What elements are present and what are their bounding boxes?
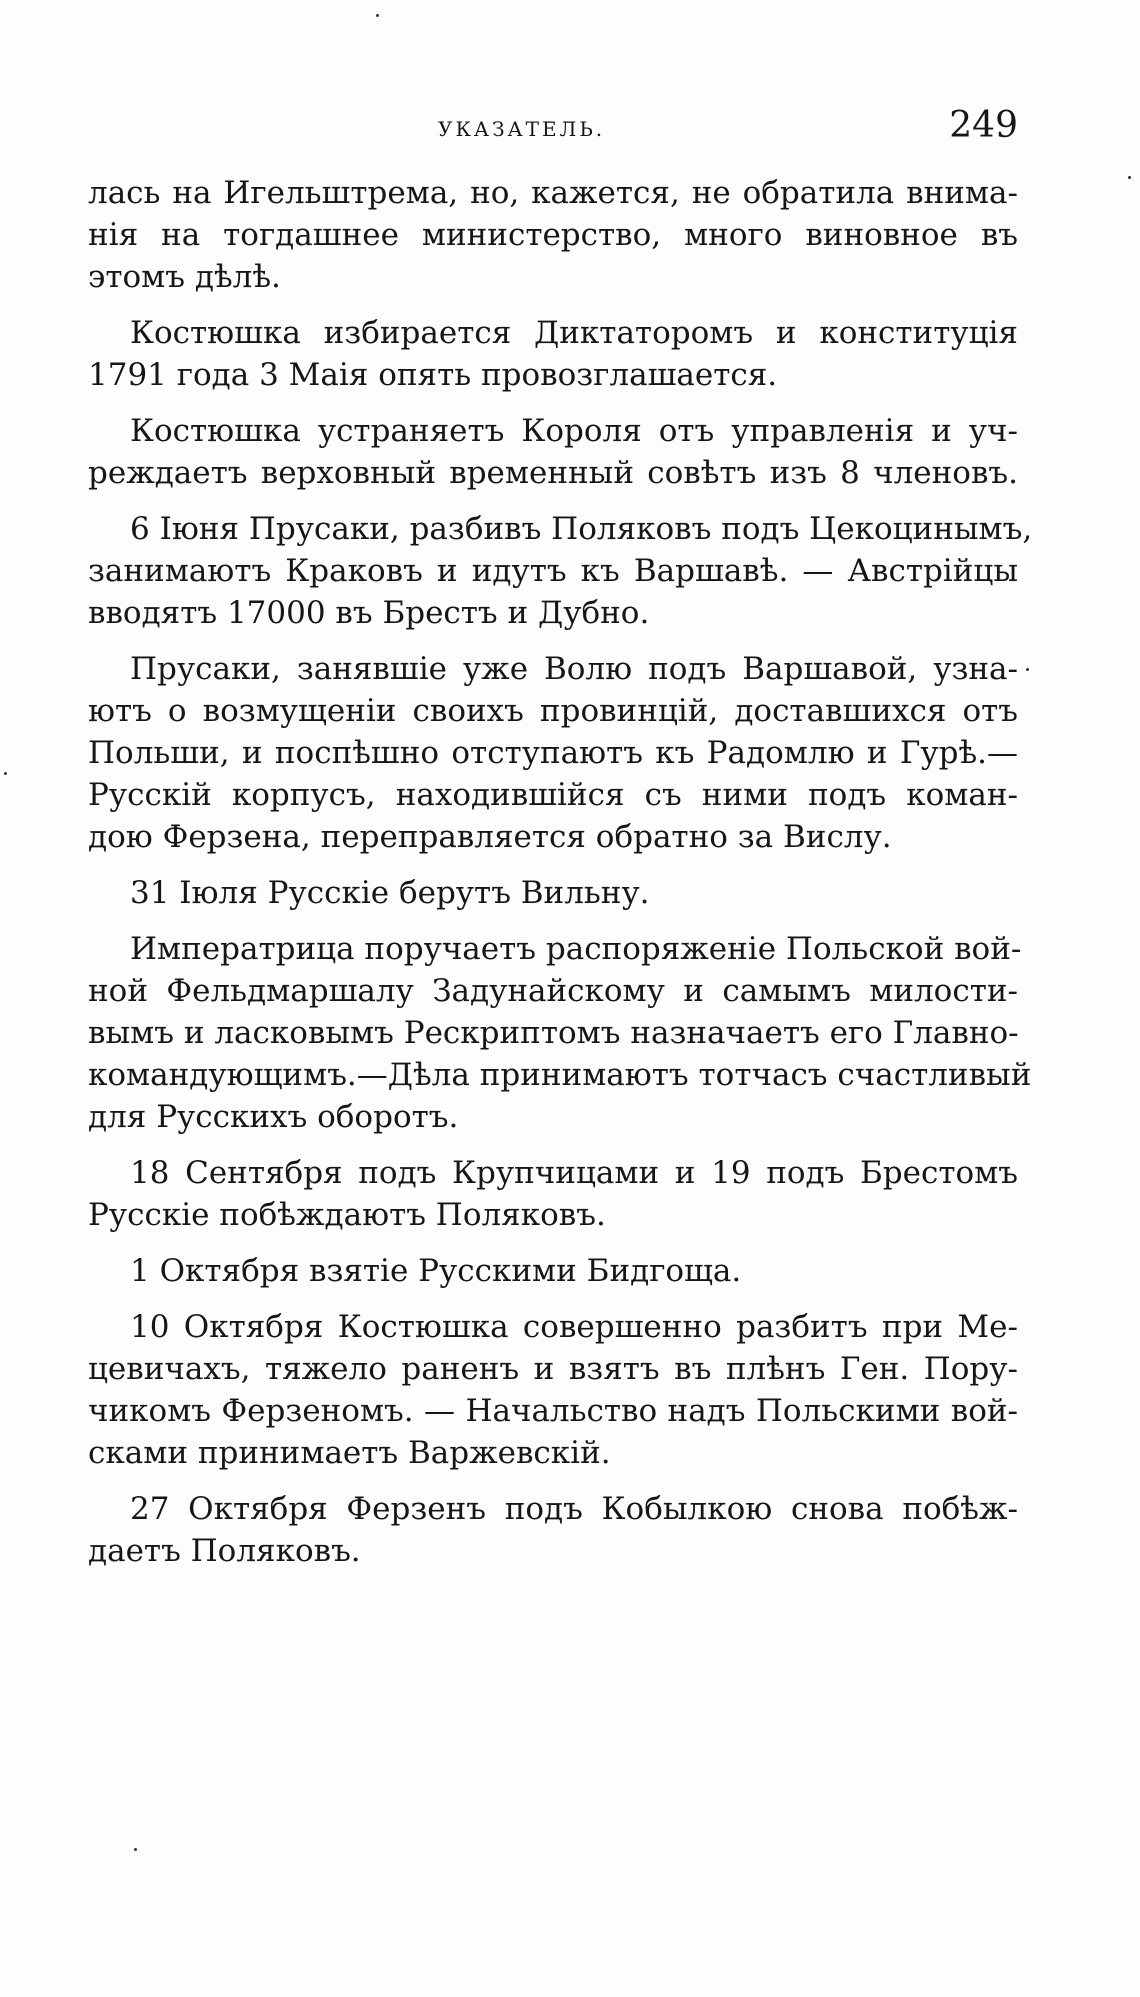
text-line: 10 Октября Костюшка совершенно разбитъ при Ме- — [130, 1309, 1018, 1345]
paragraph — [88, 928, 1032, 1138]
text-line: 1 Октября взятіе Русскими Бидгоща. — [130, 1253, 742, 1289]
text-line: занимаютъ Краковъ и идутъ къ Варшавѣ. — Австрійцы — [88, 553, 1018, 589]
text-line: 18 Сентября подъ Крупчицами и 19 подъ Брестомъ — [130, 1155, 1018, 1191]
print-speck — [1128, 176, 1131, 179]
text-line: ютъ о возмущеніи своихъ провинцій, доставшихся отъ — [88, 693, 1018, 729]
text-line: нія на тогдашнее министерство, много виновное въ — [88, 217, 1018, 253]
paragraph — [88, 172, 1018, 298]
text-line: дою Ферзена, переправляется обратно за Вислу. — [88, 819, 892, 855]
page-number: 249 — [949, 105, 1018, 146]
text-line: ной Фельдмаршалу Задунайскому и самымъ милости- — [88, 973, 1018, 1009]
paragraph — [88, 410, 1018, 494]
text-line: чикомъ Ферзеномъ. — Начальство надъ Польскими вой- — [88, 1393, 1018, 1429]
text-line: Русскій корпусъ, находившійся съ ними подъ коман- — [88, 777, 1018, 813]
paragraph — [88, 1488, 1018, 1572]
paragraph — [88, 648, 1018, 858]
body-text — [88, 172, 1033, 1586]
running-head: УКАЗАТЕЛЬ. — [438, 117, 606, 141]
print-speck — [1026, 668, 1029, 671]
text-line: лась на Игельштрема, но, кажется, не обратила внима- — [88, 175, 1018, 211]
text-line: Императрица поручаетъ распоряженіе Польской вой- — [130, 931, 1022, 967]
print-speck — [376, 14, 379, 17]
text-line: вымъ и ласковымъ Рескриптомъ назначаетъ его Главно- — [88, 1015, 1019, 1051]
text-line: цевичахъ, тяжело раненъ и взятъ въ плѣнъ Ген. Пору- — [88, 1351, 1018, 1387]
text-line: Прусаки, занявшіе уже Волю подъ Варшавой, узна- — [130, 651, 1018, 687]
text-line: Костюшка устраняетъ Короля отъ управленія и уч- — [130, 413, 1018, 449]
text-line: Польши, и поспѣшно отступаютъ къ Радомлю и Гурѣ.— — [88, 735, 1018, 771]
text-line: командующимъ.—Дѣла принимаютъ тотчасъ счастливый — [88, 1057, 1032, 1093]
print-speck — [134, 1848, 137, 1851]
text-line: 1791 года 3 Маія опять провозглашается. — [88, 357, 778, 393]
text-line: вводятъ 17000 въ Брестъ и Дубно. — [88, 595, 650, 631]
paragraph — [88, 872, 1018, 914]
paragraph — [88, 508, 1033, 634]
paragraph — [88, 1306, 1018, 1474]
text-line: 6 Іюня Прусаки, разбивъ Поляковъ подъ Цекоцинымъ, — [130, 511, 1033, 547]
page-header — [88, 105, 1018, 155]
text-line: сками принимаетъ Варжевскій. — [88, 1435, 611, 1471]
text-line: реждаетъ верховный временный совѣтъ изъ 8 членовъ. — [88, 455, 1018, 491]
text-line: Костюшка избирается Диктаторомъ и конституція — [130, 315, 1018, 351]
text-line: этомъ дѣлѣ. — [88, 259, 281, 295]
paragraph — [88, 1250, 1018, 1292]
text-line: даетъ Поляковъ. — [88, 1533, 361, 1569]
paragraph — [88, 1152, 1018, 1236]
text-line: 27 Октября Ферзенъ подъ Кобылкою снова побѣж- — [130, 1491, 1018, 1527]
text-line: для Русскихъ оборотъ. — [88, 1099, 459, 1135]
print-speck — [4, 772, 7, 775]
text-line: Русскіе побѣждаютъ Поляковъ. — [88, 1197, 606, 1233]
paragraph — [88, 312, 1018, 396]
text-line: 31 Іюля Русскіе берутъ Вильну. — [130, 875, 650, 911]
